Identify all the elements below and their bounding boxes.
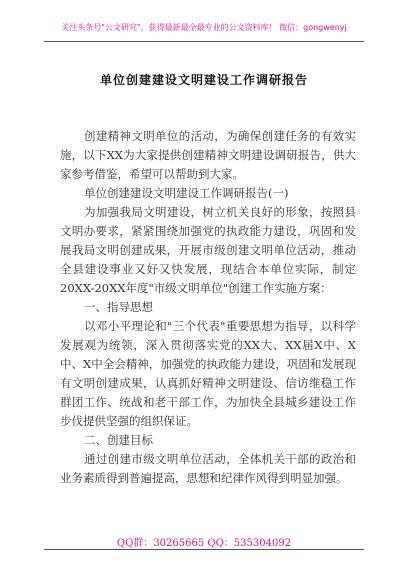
section-heading-guiding-principle: 一、指导思想: [84, 300, 153, 314]
goals-paragraph: 通过创建市级文明单位活动，全体机关干部的政治和业务素质得到普遍提高，思想和纪律作风得到明显加强。: [60, 452, 356, 485]
background-paragraph: 为加强我局文明建设，树立机关良好的形象，按照县文明办要求，紧紧围绕加强党的执政能力建设，巩固和发展我局文明创建成果，开展市级创建文明单位活动，推动全县建设事业又好又快发展，现结合本单位实际，制定20XX-20XX年度"市级文明单位"创建工作实施方案：: [60, 205, 356, 295]
page-header-banner: 关注头条号"公文研究"，获得最新最全最专业的公文资料库！ 微信：gongwenyj: [61, 23, 347, 32]
report-subtitle: 单位创建建设文明建设工作调研报告(一): [84, 186, 289, 200]
section-heading-goals: 二、创建目标: [84, 433, 153, 447]
footer-divider: [44, 549, 364, 550]
header-divider: [44, 41, 364, 42]
guiding-principle-paragraph: 以邓小平理论和"三个代表"重要思想为指导，以科学发展观为统领，深入贯彻落实党的XX大、XX届X中、X中、X中全会精神，加强党的执政能力建设，巩固和发展现有文明创建成果，认真抓好精神文明建设、信访维稳工作群团工作、统战和老干部工作，为加快全县城乡建设工作步伐提供坚强的组织保证。: [60, 319, 356, 428]
intro-paragraph: 创建精神文明单位的活动，为确保创建任务的有效实施，以下XX为大家提供创建精神文明建设调研报告，供大家参考借鉴，希望可以帮助到大家。: [60, 129, 356, 181]
document-title: 单位创建建设文明建设工作调研报告: [99, 73, 308, 87]
document-body: [60, 127, 356, 488]
page-footer-contact: QQ群：30265665 QQ：535304092: [116, 538, 292, 549]
